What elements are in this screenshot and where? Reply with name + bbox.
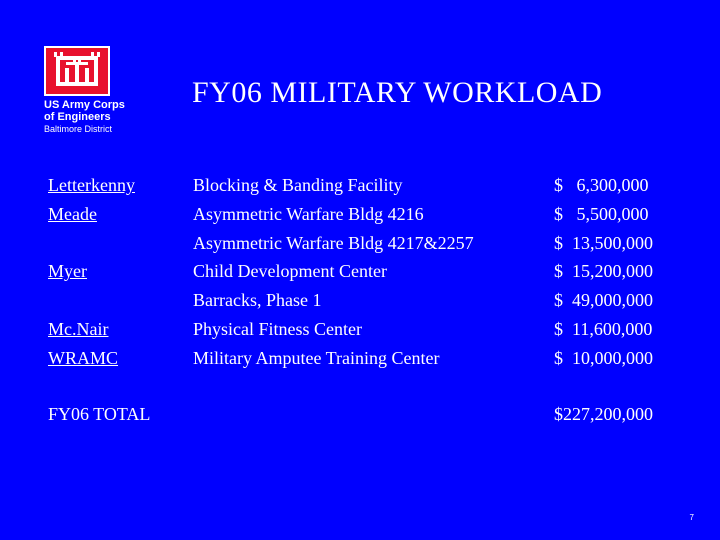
project-amount: $ 10,000,000 bbox=[554, 348, 653, 368]
project-name: Asymmetric Warfare Bldg 4216 bbox=[193, 204, 424, 224]
total-label: FY06 TOTAL bbox=[48, 404, 151, 424]
location-mcnair: Mc.Nair bbox=[48, 319, 109, 339]
page-number: 7 bbox=[689, 513, 694, 522]
project-amount: $ 6,300,000 bbox=[554, 175, 649, 195]
project-amount: $ 15,200,000 bbox=[554, 261, 653, 281]
project-name: Military Amputee Training Center bbox=[193, 348, 440, 368]
project-amount: $ 5,500,000 bbox=[554, 204, 649, 224]
project-name: Physical Fitness Center bbox=[193, 319, 362, 339]
location-meade: Meade bbox=[48, 204, 97, 224]
project-name: Blocking & Banding Facility bbox=[193, 175, 403, 195]
project-name: Child Development Center bbox=[193, 261, 387, 281]
slide-title: FY06 MILITARY WORKLOAD bbox=[192, 76, 603, 109]
logo-text bbox=[44, 99, 125, 135]
logo-line-1: US Army Corps bbox=[44, 99, 125, 111]
castle-icon bbox=[44, 46, 110, 96]
project-name: Barracks, Phase 1 bbox=[193, 290, 322, 310]
project-amount: $ 49,000,000 bbox=[554, 290, 653, 310]
project-name: Asymmetric Warfare Bldg 4217&2257 bbox=[193, 233, 474, 253]
usace-logo bbox=[44, 46, 164, 140]
logo-line-3: Baltimore District bbox=[44, 124, 113, 134]
location-letterkenny: Letterkenny bbox=[48, 175, 135, 195]
total-amount: $227,200,000 bbox=[554, 404, 653, 424]
project-amount: $ 13,500,000 bbox=[554, 233, 653, 253]
location-wramc: WRAMC bbox=[48, 348, 119, 368]
project-amount: $ 11,600,000 bbox=[554, 319, 653, 339]
logo-line-2: of Engineers bbox=[44, 111, 111, 123]
location-myer: Myer bbox=[48, 261, 87, 281]
